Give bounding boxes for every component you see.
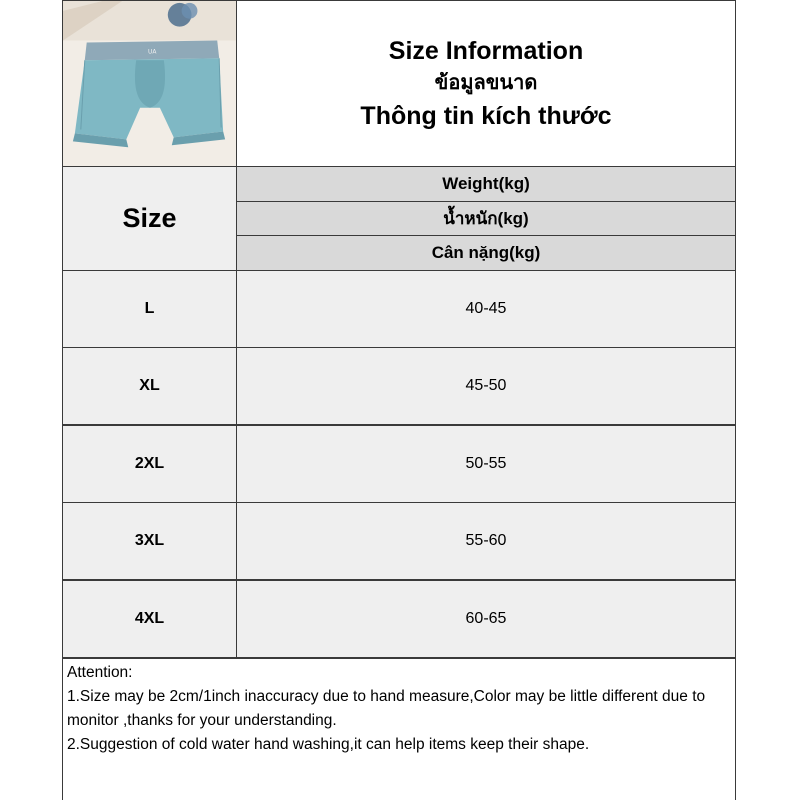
size-cell: 3XL: [62, 502, 237, 580]
notes-heading: Attention:: [67, 664, 133, 681]
note-item: 1.Size may be 2cm/1inch inaccuracy due to hand measure,Color may be little different due to monitor ,thanks for your understanding.: [67, 688, 706, 729]
size-cell: XL: [62, 347, 237, 425]
weight-cell: 55-60: [236, 502, 736, 580]
title-english: Size Information: [388, 36, 584, 65]
weight-cell: 60-65: [236, 580, 736, 658]
title-vietnamese: Thông tin kích thước: [360, 101, 612, 130]
boxer-briefs-image: [63, 0, 236, 167]
size-cell: 2XL: [62, 425, 237, 503]
weight-header-thai: น้ำหนัก(kg): [236, 201, 736, 236]
weight-cell: 40-45: [236, 270, 736, 348]
weight-header-vietnamese: Cân nặng(kg): [236, 235, 736, 271]
size-cell: 4XL: [62, 580, 237, 658]
size-column-header: Size: [62, 166, 237, 271]
title-thai: ข้อมูลขนาด: [434, 71, 538, 94]
attention-notes: [62, 658, 736, 800]
svg-text:UA: UA: [148, 48, 157, 56]
weight-header-english: Weight(kg): [236, 166, 736, 202]
weight-cell: 45-50: [236, 347, 736, 425]
note-item: 2.Suggestion of cold water hand washing,it can help items keep their shape.: [67, 736, 590, 753]
size-cell: L: [62, 270, 237, 348]
size-chart: [62, 0, 736, 800]
title-block: [236, 0, 736, 167]
product-photo: [62, 0, 237, 167]
weight-cell: 50-55: [236, 425, 736, 503]
